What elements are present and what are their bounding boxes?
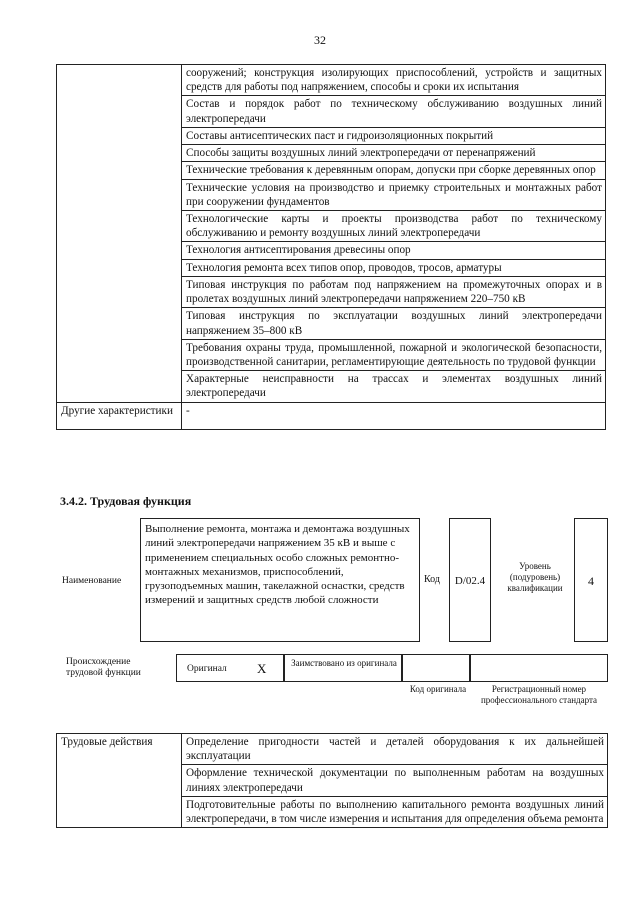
original-mark: X bbox=[257, 661, 267, 676]
function-name-value: Выполнение ремонта, монтажа и демонтажа воздушных линий электропередачи напряжением 35 кВ и выше с применением специальных особо сложных ремонтно-монтажных механизмов, приспособлений, грузоподъемных машин, такелажной оснастки, средств измерений и защитных средств любой сложности bbox=[145, 523, 410, 607]
table-cell: Определение пригодности частей и деталей оборудования к их дальнейшей эксплуатации bbox=[182, 734, 608, 765]
function-name-box bbox=[140, 518, 420, 642]
other-characteristics-label: Другие характеристики bbox=[57, 402, 182, 429]
level-box bbox=[574, 518, 608, 642]
page-number: 32 bbox=[314, 33, 326, 47]
code-value: D/02.4 bbox=[454, 575, 486, 587]
original-code-box bbox=[402, 654, 470, 682]
table-cell: Технологические карты и проекты производства работ по техническому обслуживанию и ремонту воздушных линий электропередачи bbox=[182, 210, 606, 241]
level-value: 4 bbox=[588, 574, 594, 588]
registration-caption: Регистрационный номер профессионального стандарта bbox=[480, 684, 598, 705]
section-title: 3.4.2. Трудовая функция bbox=[60, 494, 192, 508]
name-label: Наименование bbox=[62, 576, 122, 586]
table-cell: Характерные неисправности на трассах и элементах воздушных линий электропередачи bbox=[182, 371, 606, 402]
table-cell: Технология антисептирования древесины опор bbox=[182, 242, 606, 259]
registration-number-box bbox=[470, 654, 608, 682]
level-label: Уровень (подуровень) квалификации bbox=[507, 561, 563, 593]
table-cell: сооружений; конструкция изолирующих приспособлений, устройств и защитных средств для работы под напряжением, способы и сроки их испытания bbox=[182, 65, 606, 96]
table-cell: Типовая инструкция по эксплуатации воздушных линий электропередачи напряжением 35–800 кВ bbox=[182, 308, 606, 339]
table-cell: Способы защиты воздушных линий электропередачи от перенапряжений bbox=[182, 145, 606, 162]
code-caption: Код оригинала bbox=[409, 684, 467, 694]
table-cell: Технические условия на производство и приемку строительных и монтажных работ при сооружении фундаментов bbox=[182, 179, 606, 210]
labor-actions-label: Трудовые действия bbox=[57, 734, 182, 828]
table-row bbox=[57, 402, 606, 429]
table-left-cell bbox=[57, 65, 182, 403]
table-cell: Технические требования к деревянным опорам, допуски при сборке деревянных опор bbox=[182, 162, 606, 179]
table-cell: Технология ремонта всех типов опор, проводов, тросов, арматуры bbox=[182, 259, 606, 276]
table-cell: Состав и порядок работ по техническому обслуживанию воздушных линий электропередачи bbox=[182, 96, 606, 127]
borrowed-box bbox=[284, 654, 402, 682]
code-label: Код bbox=[424, 574, 440, 585]
knowledge-table bbox=[56, 64, 606, 430]
table-cell: Составы антисептических паст и гидроизоляционных покрытий bbox=[182, 127, 606, 144]
table-row bbox=[57, 734, 608, 765]
table-cell: Типовая инструкция по работам под напряжением на промежуточных опорах и в пролетах воздушных линий электропередачи напряжением 220–750 кВ bbox=[182, 276, 606, 307]
table-cell: Подготовительные работы по выполнению капитального ремонта воздушных линий электропередачи, в том числе измерения и испытания для определения объема ремонта bbox=[182, 796, 608, 827]
other-characteristics-value: - bbox=[182, 402, 606, 429]
table-cell: Оформление технической документации по выполненным работам на воздушных линиях электропередачи bbox=[182, 765, 608, 796]
original-label: Оригинал bbox=[187, 664, 227, 674]
table-cell: Требования охраны труда, промышленной, пожарной и экологической безопасности, производственной санитарии, регламентирующие деятельность по трудовой функции bbox=[182, 339, 606, 370]
original-box bbox=[176, 654, 284, 682]
table-row bbox=[57, 65, 606, 96]
origin-label: Происхождение трудовой функции bbox=[66, 657, 141, 679]
borrowed-label: Заимствовано из оригинала bbox=[291, 658, 397, 668]
code-box bbox=[449, 518, 491, 642]
labor-actions-table bbox=[56, 733, 608, 828]
